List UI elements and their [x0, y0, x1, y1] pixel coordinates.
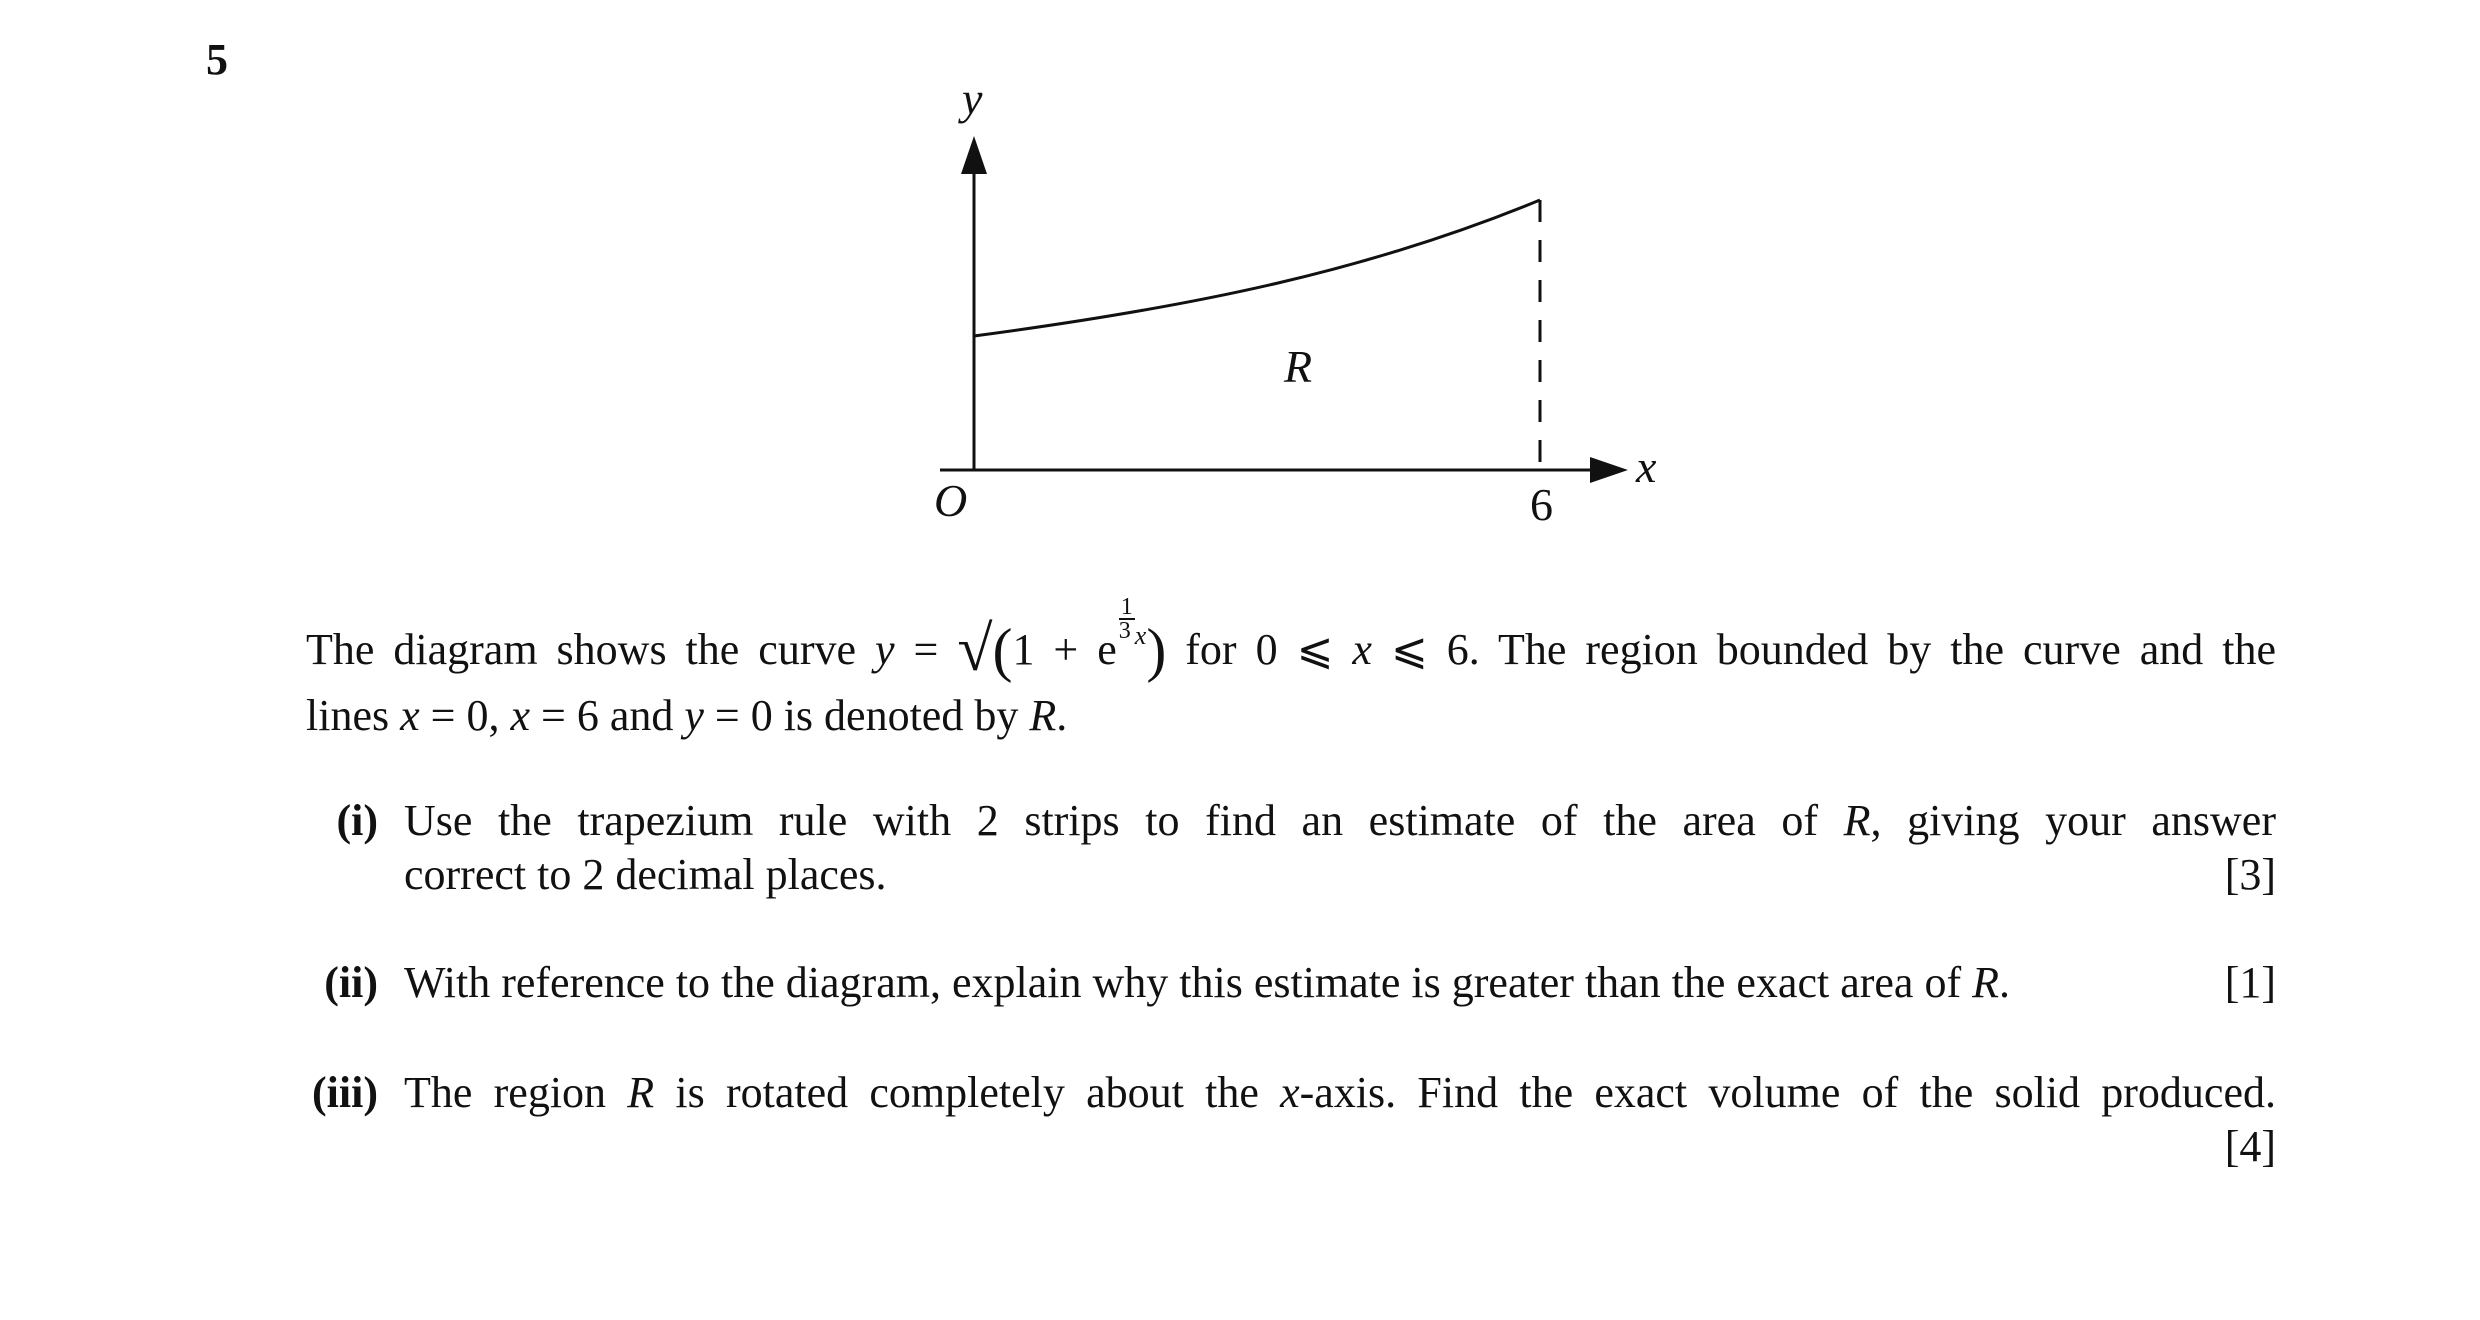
part-i-line-1: Use the trapezium rule with 2 strips to find an estimate of the area of R, giving your answer	[404, 796, 2276, 845]
part-ii-label: (ii)	[324, 958, 378, 1007]
part-i-mark: [3]	[2224, 850, 2276, 899]
curve-y	[974, 200, 1540, 336]
intro-line-2: lines x = 0, x = 6 and y = 0 is denoted by R.	[306, 691, 1068, 740]
x-axis-arrowhead	[1590, 457, 1628, 483]
part-i-text	[404, 794, 2276, 902]
part-ii-text: With reference to the diagram, explain why this estimate is greater than the exact area of R.	[404, 958, 2010, 1007]
origin-label: O	[934, 475, 968, 526]
part-iii	[306, 1066, 2276, 1176]
part-ii-mark: [1]	[2224, 958, 2276, 1007]
question-number: 5	[206, 35, 228, 84]
y-axis-arrowhead	[961, 136, 987, 174]
x-axis-label: x	[1636, 441, 1657, 492]
question-intro	[306, 596, 2276, 749]
region-label: R	[1284, 341, 1313, 392]
exponent-fraction: $\frac{1}{3}$	[1118, 594, 1133, 644]
part-i-label: (i)	[336, 796, 378, 845]
part-ii	[306, 956, 2276, 1012]
x-tick-label-6: 6	[1530, 479, 1553, 530]
part-iii-line-1: The region R is rotated completely about the x-axis. Find the exact volume of the solid produced.	[404, 1068, 2276, 1117]
y-axis-label: y	[962, 73, 983, 124]
part-iii-mark: [4]	[2224, 1122, 2276, 1171]
curve-diagram	[900, 60, 1680, 540]
part-iii-text	[404, 1066, 2276, 1120]
intro-line-1: The diagram shows the curve y = √(1 + e $\frac{1}{3}$ $^x$) for 0 ⩽ x ⩽ 6. The region bounded by the curve and the	[306, 594, 2276, 684]
part-i	[306, 794, 2276, 904]
part-i-line-2: correct to 2 decimal places.	[404, 850, 887, 899]
sqrt-sign: √	[957, 613, 993, 684]
part-iii-label: (iii)	[312, 1068, 378, 1117]
